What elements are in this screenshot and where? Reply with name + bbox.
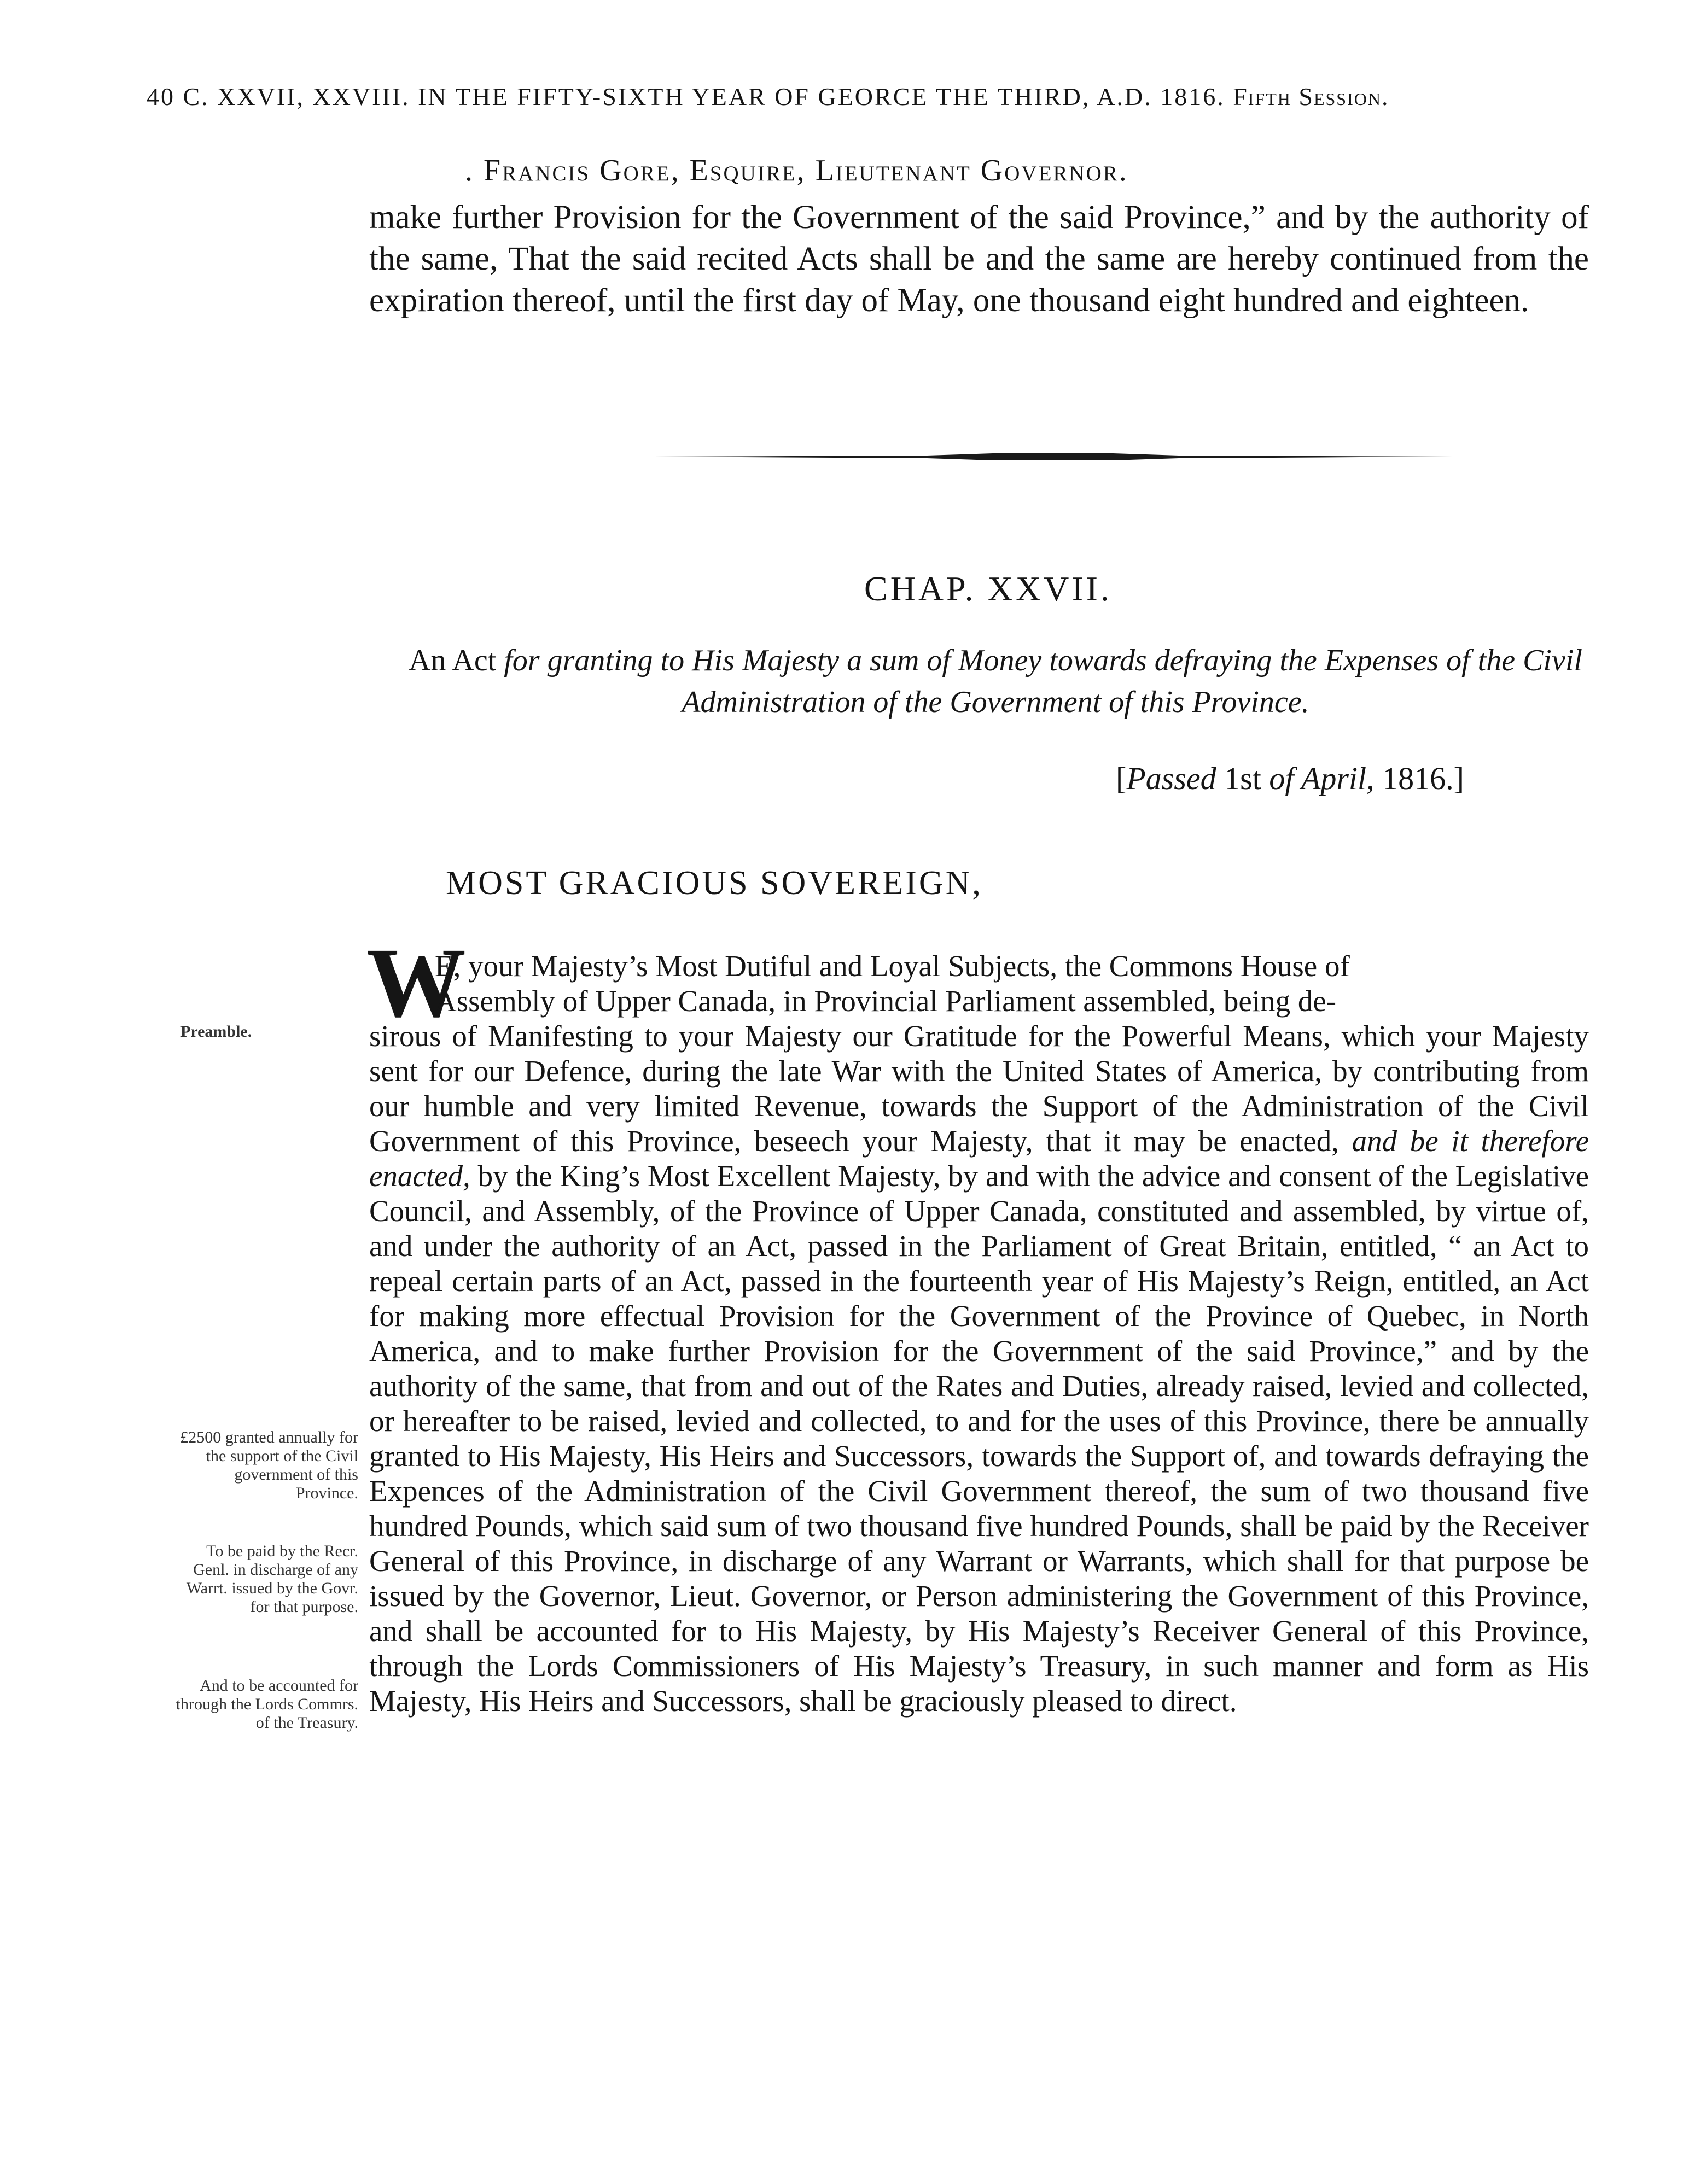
passed-year: 1816.] [1382,761,1464,796]
act-description-lead: An Act [409,644,497,678]
body-text-b: by the King’s Most Excellent Majesty, by and with the advice and consent of the Legislative Council, and Assembly, of the Province of Upper Canada, constituted and assembled, by virtue of, and under the authority of an Act, passed in the Parliament of Great Britain, entitled, “ an Act to repeal certain parts of an Act, passed in the fourteenth year of His Majesty’s Reign, entitled, an Act for making more effectual Provision for the Government of the Province of Quebec, in North America, and to make further Provision for the Government of the said Province,” and by the authority of the same, that from and out of the Rates and Duties, already raised, levied and collected, or hereafter to be raised, levied and collected, to and for the uses of this Province, there be annually granted to His Majesty, His Heirs and Successors, towards the Support of, and towards defraying the Expences of the Administration of the Civil Government thereof, the sum of two thousand five hundred Pounds, which said sum of two thousand five hundred Pounds, shall be paid by the Receiver General of this Province, in discharge of any Warrant or Warrants, which shall for that purpose be issued by the Governor, Lieut. Governor, or Person administering the Government of this Province, and shall be accounted for to His Majesty, by His Majesty’s Receiver General of this Province, through the Lords Commissioners of His Majesty’s Treasury, in such manner and form as His Majesty, His Heirs and Successors, shall be graciously pleased to direct. [369,1159,1589,1718]
margin-note-accounting: And to be accounted for through the Lords Commrs. of the Treasury. [176,1677,358,1732]
body-text-italic: and be it therefore enacted, [369,1124,1589,1193]
passed-bracket: [ [1116,761,1127,796]
margin-note-payment: To be paid by the Recr. Genl. in discharge of any Warrt. issued by the Govr. for that purpose. [186,1542,358,1616]
passed-date [1116,760,1464,797]
continuation-paragraph: make further Provision for the Government of the said Province,” and by the authority of the same, That the said recited Acts shall be and the same are hereby continued from the expiration thereof, until the first day of May, one thousand eight hundred and eighteen. [369,199,1589,319]
passed-day: 1st [1224,761,1261,796]
chapter-title: CHAP. XXVII. [864,569,1112,608]
governor-line: . Francis Gore, Esquire, Lieutenant Governor. [465,154,1128,188]
passed-month: of April, [1269,761,1375,796]
salutation: MOST GRACIOUS SOVEREIGN, [446,865,983,902]
drop-cap: W [366,928,466,1038]
running-head [147,82,1602,111]
body-text-a: sirous of Manifesting to your Majesty our Gratitude for the Powerful Means, which your Majesty sent for our Defence, during the late War with the United States of America, by contributing from our humble and very limited Revenue, towards the Support of the Administration of the Civil Government of this Province, beseech your Majesty, that it may be enacted, [369,1019,1589,1158]
section-divider [654,448,1452,465]
divider-rule-graphic [654,448,1452,465]
body-line-1: E, your Majesty’s Most Dutiful and Loyal Subjects, the Commons House of [435,949,1350,983]
running-head-text: 40 C. XXVII, XXVIII. IN THE FIFTY-SIXTH YEAR OF GEORCE THE THIRD, A.D. 1816. [147,83,1225,110]
margin-note-preamble: Preamble. [180,1023,252,1041]
act-description [372,640,1619,723]
act-description-italic: for granting to His Majesty a sum of Money towards defraying the Expenses of the Civil Administration of the Government of this Province. [504,644,1582,719]
margin-note-grant: £2500 granted annually for the support of the Civil government of this Province. [180,1428,358,1502]
body-line-2: Assembly of Upper Canada, in Provincial Parliament assembled, being de- [435,984,1337,1018]
enacting-paragraph [369,949,1589,1719]
session-label: Fifth Session. [1233,83,1389,110]
passed-word: Passed [1126,761,1216,796]
